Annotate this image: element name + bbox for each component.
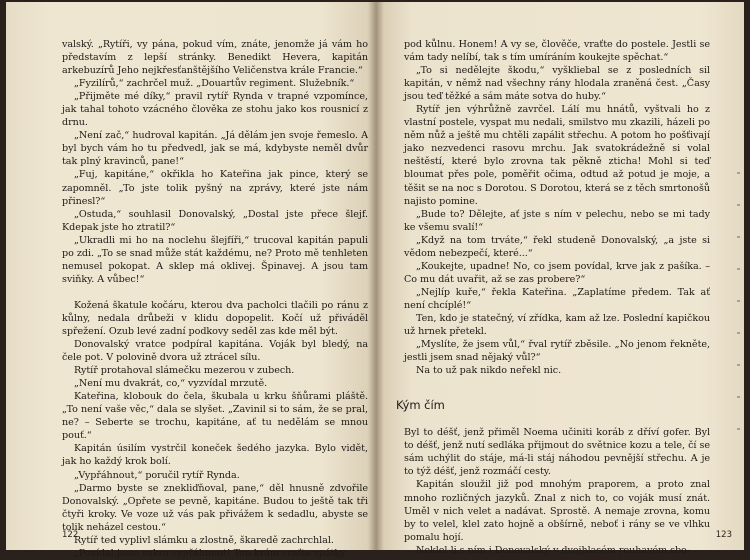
paragraph: „Darmo byste se znekliďňoval, pane,“ děl hnusně zdvořile Donovalský. „Opřete se pevně, kapitáne. Budou to ještě tak tři čtyři kroky. Ve voze už vás pak přivážem k sedadlu, abyste se tolik neházel cestou.“: [62, 482, 368, 533]
section-break: [62, 286, 368, 299]
paragraph: „Koukejte, upadne! No, co jsem povídal, krve jak z pašíka. – Co mu dát uvařit, až se zas probere?“: [404, 260, 710, 285]
right-page: [376, 2, 744, 556]
paragraph: valský. „Rytíři, vy pána, pokud vím, znáte, jenomže já vám ho představím z lepší stránky. Benedikt Hevera, kapitán arkebuzírů Jeho nejkřesťanštějšího Veličenstva krále Francie.“: [62, 39, 368, 77]
paragraph: Rytíř protahoval slámečku mezerou v zubech.: [74, 365, 295, 377]
chapter-heading: Kým čím: [396, 398, 445, 413]
paragraph: „Povídal jsem sakra vypřáhnout! Ten krám vraťte zpátky: [74, 547, 346, 559]
left-page-number: 122: [62, 530, 79, 540]
paragraph: Neklel-li s ním i Donovalský v dvojhlasém rouhavém sbo-: [416, 544, 690, 556]
paragraph: Rytíř jen výhrůžně zavrčel. Lálí mu hnátů, vyštvali ho z vlastní postele, vyspat mu nedali, smilstvo mu zkazili, házeli po něm nůž a ještě mu chtěli zapálit střechu. A potom ho pošťivají jako nezvedenci rasovu mrchu. Jak svatokrádežně si volal neštěstí, které bylo zrovna tak pěkně zticha! Mohl si teď bloumat přes pole, poměřit očima, odtud až potud je moje, a těšit se na noc s Dorotou. S Dorotou, která se z těch smrtonošů najisto pomine.: [404, 104, 710, 207]
paragraph: Kateřina, klobouk do čela, škubala u krku šňůrami pláště. „To není vaše věc,“ dala se slyšet. „Zavinil si to sám, že se pral, ne? – Seberte se trochu, kapitáne, ať tu nedělám se mnou pouť.“: [62, 391, 368, 442]
paragraph: Rytíř ted vyplivl slámku a zlostně, škaredě zachrchlal.: [74, 534, 334, 546]
paragraph: Kapitán sloužil již pod mnohým praporem, a proto znal mnoho rozličných jazyků. Znal z nich to, co voják musí znát. Uměl v nich velet a nadávat. Sprostě. A nemaje zrovna, komu by to velel, klel zato hojně a obšírně, neboť i rány se ve vlhku pomalu hojí.: [404, 479, 710, 543]
left-page: [6, 2, 376, 559]
paragraph: Kožená škatule kočáru, kterou dva pacholci tlačili po ránu z kůlny, nedala drůbeži v klidu dopopelit. Kočí už přiváděl spřežení. Ozub levé zadní podkovy seděl zas kde měl být.: [62, 299, 368, 337]
paragraph: „To si nedělejte škodu,“ vyškliebal se z posledních sil kapitán, v němž nad všechny rány hlodala zraněná čest. „Časy jsou teď těžké a sám máte sotva do huby.“: [404, 65, 710, 103]
paragraph: Kapitán úsilím vystrčil koneček šedého jazyka. Bylo vidět, jak ho každý krok bolí.: [62, 443, 368, 468]
page-edge-marks: [737, 142, 740, 442]
paragraph: pod kůlnu. Honem! A vy se, člověče, vraťte do postele. Jestli se vám tady nelíbí, tak s tím umíráním koukejte spěchat.“: [404, 39, 710, 64]
paragraph: Donovalský vratce podpíral kapitána. Voják byl bledý, na čele pot. V polovině dvora už ztrácel sílu.: [62, 339, 368, 364]
paragraph: „Není mu dvakrát, co,“ vyzvídal mrzutě.: [74, 378, 268, 390]
paragraph: Ten, kdo je statečný, ví zřídka, kam až lze. Poslední kapičkou už hrnek přetekl.: [404, 312, 710, 338]
book-gutter: [368, 2, 384, 550]
paragraph: „Ostuda,“ souhlasil Donovalský, „Dostal jste přece šlejf. Kdepak jste ho ztratil?“: [62, 208, 368, 233]
paragraph: „Přijměte mé díky,“ pravil rytíř Rynda v trapné vzpomínce, jak tahal tohoto vzácného člověka ze stohu jako kos rousnicí z drnu.: [62, 91, 368, 129]
paragraph: „Vypřáhnout,“ poručil rytíř Rynda.: [74, 469, 240, 481]
paragraph: „Není zač,“ hudroval kapitán. „Já dělám jen svoje řemeslo. A byl bych vám ho tu předvedl, jak se má, kdybyste neměl dvůr tak plný kravinců, pane!“: [62, 130, 368, 168]
right-page-number: 123: [715, 530, 732, 540]
paragraph: „Když na tom trváte,“ řekl studeně Donovalský, „a jste si vědom nebezpečí, které...“: [404, 234, 710, 259]
paragraph: Byl to déšť, jenž přiměl Noema učiniti koráb z dříví gofer. Byl to déšť, jenž nutí sedláka přijmout do světnice kozu a tele, čí se sám uchýlit do stáje, má-li stáj náhodou pevnější střechu. A je to týž déšť, jenž rozmáčí cesty.: [404, 427, 710, 478]
paragraph: „Fuj, kapitáne,“ okřikla ho Kateřina jak pince, který se zapomněl. „To jste tolik pyšný na zprávy, které jste nám přinesl?“: [62, 169, 368, 207]
paragraph: Na to už pak nikdo neřekl nic.: [416, 365, 562, 377]
paragraph: „Fyzilírů,“ zachrčel muž. „Douartův regiment. Služebník.“: [74, 78, 355, 90]
paragraph: „Bude to? Dělejte, ať jste s ním v pelechu, nebo se mi tady ke všemu svalí!“: [404, 208, 710, 233]
paragraph: „Nejlíp kuře,“ řekla Kateřina. „Zaplatíme předem. Tak ať není chcíplé!“: [404, 286, 710, 311]
left-page-text: [62, 38, 368, 560]
paragraph: „Ukradli mi ho na noclehu šlejfíři,“ trucoval kapitán papuli po zdi. „To se snad může stát každému, ne? Proto mě tenhleten nemusel pokopat. A sklep má oklivej. Špinavej. A jsou tam sviňky. A vůbec!“: [62, 234, 368, 285]
paragraph: „Myslíte, že jsem vůl,“ řval rytíř zběsile. „No jenom řekněte, jestli jsem snad nějaký vůl?“: [404, 339, 710, 364]
right-page-text: [396, 38, 710, 557]
